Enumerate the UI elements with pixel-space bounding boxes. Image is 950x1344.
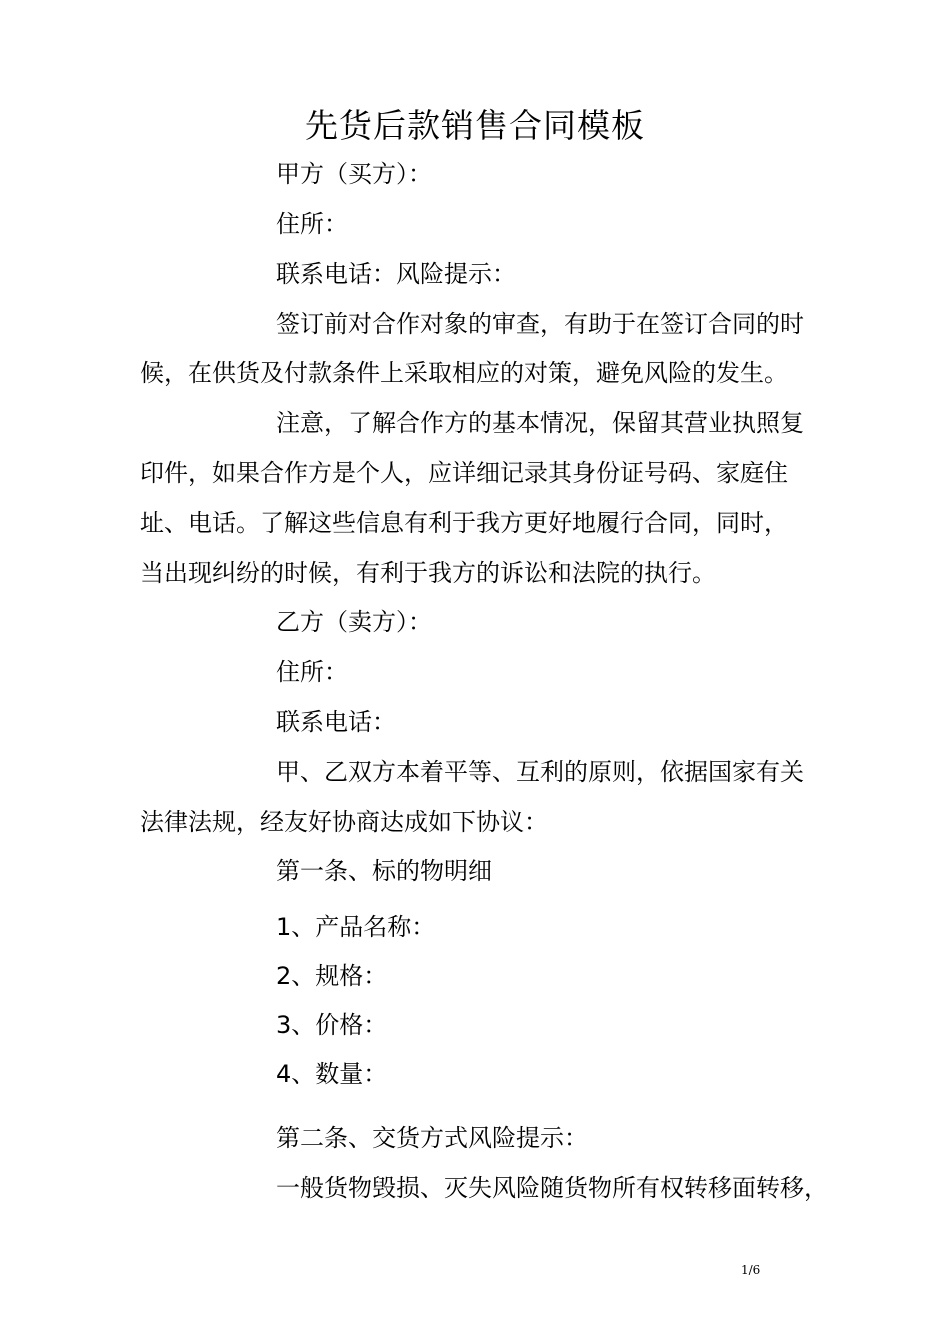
risk-paragraph-1-line-1: 签订前对合作对象的审查，有助于在签订合同的时 bbox=[276, 310, 804, 338]
article-1-heading: 第一条、标的物明细 bbox=[276, 857, 492, 885]
risk-paragraph-1-line-2: 候，在供货及付款条件上采取相应的对策，避免风险的发生。 bbox=[140, 359, 788, 387]
risk-paragraph-2-line-4: 当出现纠纷的时候，有利于我方的诉讼和法院的执行。 bbox=[140, 559, 716, 587]
party-b-phone: 联系电话： bbox=[276, 708, 396, 736]
agreement-line-1: 甲、乙双方本着平等、互利的原则，依据国家有关 bbox=[276, 758, 804, 786]
article-1-item-spec: 2、规格： bbox=[276, 962, 388, 990]
party-a-label: 甲方（买方）： bbox=[276, 160, 432, 188]
risk-paragraph-2-line-2: 印件，如果合作方是个人，应详细记录其身份证号码、家庭住 bbox=[140, 459, 788, 487]
article-2-heading: 第二条、交货方式风险提示： bbox=[276, 1124, 588, 1152]
risk-paragraph-2-line-1: 注意，了解合作方的基本情况，保留其营业执照复 bbox=[276, 409, 804, 437]
risk-paragraph-2-line-3: 址、电话。了解这些信息有利于我方更好地履行合同，同时， bbox=[140, 509, 788, 537]
article-1-item-price: 3、价格： bbox=[276, 1011, 388, 1039]
article-1-item-quantity: 4、数量： bbox=[276, 1060, 388, 1088]
document-title: 先货后款销售合同模板 bbox=[305, 106, 645, 145]
party-b-address: 住所： bbox=[276, 658, 348, 686]
party-b-label: 乙方（卖方）： bbox=[276, 608, 432, 636]
agreement-line-2: 法律法规，经友好协商达成如下协议： bbox=[140, 808, 548, 836]
article-1-item-product-name: 1、产品名称： bbox=[276, 913, 436, 941]
article-2-line-1: 一般货物毁损、灭失风险随货物所有权转移面转移， bbox=[276, 1174, 828, 1202]
page-number: 1/6 bbox=[741, 1263, 761, 1277]
party-a-address: 住所： bbox=[276, 210, 348, 238]
party-a-phone: 联系电话：风险提示： bbox=[276, 260, 516, 288]
